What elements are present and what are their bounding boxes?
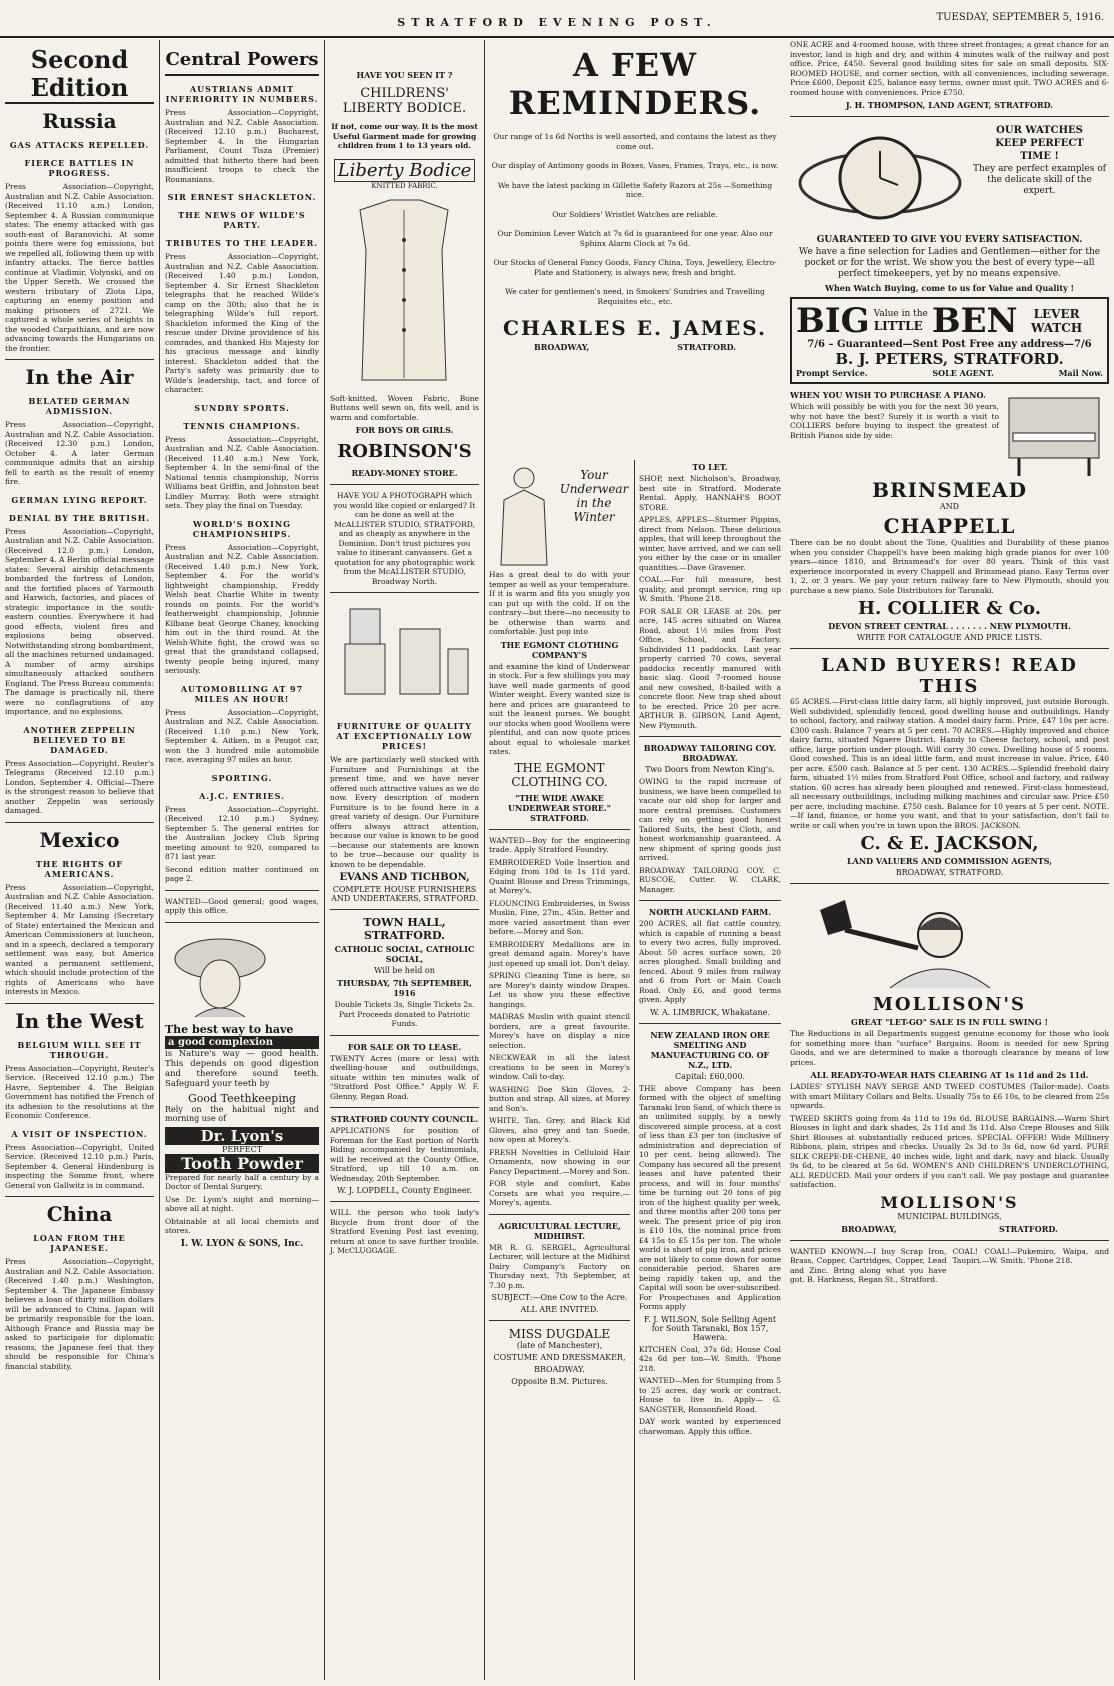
masthead-title: STRATFORD EVENING POST. (397, 16, 717, 29)
cj-stratford: STRATFORD. (677, 342, 737, 352)
headline: A VISIT OF INSPECTION. (11, 1128, 148, 1139)
divider (489, 829, 630, 830)
ad-body: Prepared for nearly half a century by a Doctor of Dental Surgery. (165, 1172, 319, 1191)
article-body: Press Association—Copyright, Australian and N.Z. Cable Association. (Received 1.10 p.m.) New York, September 4. Aitken, in a Peugot car, won the 3 hundred mile automobile race, averaging 97 miles an hour. (165, 707, 319, 764)
liberty-heading: CHILDRENS' LIBERTY BODICE. (342, 86, 467, 116)
masthead-date: TUESDAY, SEPTEMBER 5, 1916. (936, 12, 1104, 23)
cj-address (490, 342, 780, 352)
headline: ANOTHER ZEPPELIN BELIEVED TO BE DAMAGED. (23, 724, 136, 755)
wanted-ad: WANTED—Good general; good wages, apply this office. (165, 896, 319, 915)
headline: GERMAN LYING REPORT. (11, 494, 148, 505)
tailoring-sig: BROADWAY TAILORING COY. C. RUSCOE, Cutter. W. CLARK, Manager. (639, 865, 781, 894)
chappell: CHAPPELL (883, 514, 1016, 538)
watch-h1: OUR WATCHES (996, 125, 1083, 136)
studio-ad: HAVE YOU A PHOTOGRAPH which you would like copied or enlarged? It can be done as well at the McALLISTER STUDIO, STRATFORD, and as cheaply as anywhere in the Dominion. Don't trust pictures you value to itinerant canvassers. Get a quotation for any photographic work from the McALLISTER STUDIO, Broadway North. (333, 491, 476, 586)
divider (5, 822, 154, 823)
reminder-item: Our Stocks of General Fancy Goods, Fancy China, Toys, Jewellery, Electro-Plate and Stationery, is always new, fresh and bright. (493, 258, 777, 277)
catholic-social: CATHOLIC SOCIAL, CATHOLIC SOCIAL, (334, 944, 475, 964)
liberty-desc: Soft-knitted, Woven Fabric, Bone Buttons well sewn on, fits well, and is warm and comfortable. (330, 393, 479, 422)
column-ads-2 (485, 40, 785, 1680)
divider (489, 1214, 630, 1215)
headline: LOAN FROM THE JAPANESE. (33, 1233, 126, 1253)
furniture-illustration (330, 599, 478, 709)
egmont-shop: THE EGMONT CLOTHING COMPANY'S (500, 639, 619, 660)
bottom-ads (790, 1247, 1109, 1288)
piano-ad (790, 388, 1109, 478)
land-buyers-body: 65 ACRES.—First-class little dairy farm, all highly improved, just outside Borough. Well subdivided, splendidly fenced, good dwelling house and outbuildings. Handy to school, factory, and railway station. A model dairy farm. Price, £47 10s per acre. £300 cash. Balance 7 years at 5 per cent. 70 ACRES.—Highly improved and choice dairy farm, situated Ngaere District. Handy to Cheese factory, school, and post office, large portion under plough. Will carry 30 cows. Dwelling house of 5 rooms. Good cowshed. This is an ideal little farm, and must increase in value. Price, £40 per acre. £500 cash. Balance at 5 per cent. 130 ACRES.—Splendid freehold dairy farm, situated 1½ miles from Stratford Post Office, school and factory, and railway station. 60 acres has already been ploughed and renewed. First-class homestead, all necessary outbuildings, including milking machines and circular saw. Price £50 per acre, including machine. £750 cash. Balance for 10 years at 5 per cent. NOTE.—If land, finance, or home you want, and that to your satisfaction, don't fail to write or call when you're in town upon the BROS. JACKSON. (790, 697, 1109, 830)
piano-body: Which will possibly be with you for the next 30 years, why not have the best? Surely it is worth a visit to COLLIERS before buying to inspect the greatest of British Pianos side by side: (790, 402, 999, 440)
section-mexico: Mexico (39, 827, 120, 852)
sale-body: TWENTY Acres (more or less) with dwelling-house and outbuildings, situate within ten minutes walk of "Stratford Post Office." Apply W. F. Glenny, Regan Road. (330, 1053, 479, 1101)
watch-h3: TIME ! (1020, 151, 1059, 162)
article-body: Press Association—Copyright, Australian and N.Z. Cable Association. (Received 11.40 a.m.) New York, September 4. In the semi-final of the National tennis championship, Norris Williams beat Griffin, and Johnston beat Lindley Murray. Both were straight sets. They play the final on Tuesday. (165, 434, 319, 510)
column-central-powers (160, 40, 325, 1680)
reminders-title: A FEW REMINDERS. (508, 46, 762, 122)
collier-write: WRITE FOR CATALOGUE AND PRICE LISTS. (856, 633, 1043, 642)
headline: TENNIS CHAMPIONS. (183, 420, 301, 431)
iron-sig: F. J. WILSON, Sole Selling Agent for South Taranaki, Box 157, Hawera. (643, 1314, 777, 1342)
ad-body: is Nature's way — good health. This depends on good digestion and therefore sound teeth. Safeguard your teeth by (165, 1048, 319, 1089)
robinsons-title: ROBINSON'S (337, 441, 472, 462)
scrap-wanted: WANTED KNOWN.—I buy Scrap Iron, Brass, Copper, Cartridges, Copper, Lead and Zinc. Bring along what you have got. B. Harkness, Regan St., Stratford. (790, 1246, 947, 1284)
held-on: Will be held on (374, 966, 435, 975)
farm-body: 200 ACRES, all flat cattle country, which is capable of running a beast to every two acres, fully improved. About 50 acres surface sown, 20 acres ploughed. Small building and fenced. About 9 miles from railway and 6 from Port or Main Coach Road. Only £6, and good terms given. Apply (639, 919, 781, 1004)
bell-ringer-illustration (790, 890, 1100, 990)
divider (330, 1201, 479, 1202)
to-let-heading: TO LET. (692, 462, 728, 472)
tailoring-heading: BROADWAY TAILORING COY. BROADWAY. (643, 743, 777, 763)
sale-heading: FOR SALE OR TO LEASE. (347, 1041, 462, 1052)
ad-headline: a good complexion (165, 1036, 319, 1049)
sale-body: The Reductions in all Departments suggest genuine economy for those who look for something more than "surface" Bargains. Room is needed for new Spring Goods, and we are determined to make a thorough clearance by means of low prices. (790, 1029, 1109, 1067)
divider (5, 1003, 154, 1004)
farm-sig: W. A. LIMBRICK, Whakatane. (650, 1007, 770, 1017)
apples-ad: APPLES, APPLES—Sturmer Pippins, direct from Nelson. These delicious apples, that will keep throughout the winter, have arrived, and we can sell you either by the case or in smaller quantities.—Dave Gravener. (639, 515, 781, 572)
collier-address: DEVON STREET CENTRAL . . . . . . . NEW PLYMOUTH. (828, 621, 1071, 631)
headline: THE NEWS OF WILDE'S PARTY. (178, 210, 306, 230)
lecture-invite: ALL ARE INVITED. (520, 1305, 599, 1314)
reminder-item: We have the latest packing in Gillette Safety Razors at 25s —Something nice. (497, 180, 773, 199)
headline: A.J.C. ENTRIES. (199, 790, 285, 801)
article-body: Press Association—Copyright, Australian and N.Z. Cable Association. (Received 11.40 a.m.) New York, September 4. Mr Lansing (Secretary of State) entertained the Mexican and American Commissioners at luncheon, and in a speech, declared a temporary settlement was easy, but America wanted a permanent settlement, which should include protection of the rights of Americans who have interests in Mexico. (5, 882, 154, 996)
underwear-body: and examine the kind of Underwear in stock. For a few shillings you may have well made garments of good Winter weight. Every wanted size is here and prices are guaranteed to suit the leanest purses. We bought our stocks when good Woollens were plentiful, and can now quote prices about equal to wholesale market rates. (489, 661, 631, 756)
watch-guarantee: GUARANTEED TO GIVE YOU EVERY SATISFACTION. (816, 235, 1083, 245)
section-russia: Russia (42, 109, 117, 133)
social-date: THURSDAY, 7th SEPTEMBER, 1916 (337, 978, 472, 998)
divider (639, 736, 781, 737)
watch-body2: We have a fine selection for Ladies and Gentlemen—either for the pocket or for the wrist. We show you the best of every type—all perfect timekeepers, yet by no means expensive. (798, 247, 1101, 279)
underwear-body: Has a great deal to do with your temper as well as your temperature. If it is warm and fits you snugly you can put up with the cold. If on the contrary—but there—no necessity to be otherwise than warm and comfortable. Just pop into (489, 570, 630, 636)
furniture-body: We are particularly well stocked with Furniture and Furnishings at the present time, and we have never offered such attractive values as we do now. Every description of modern Furniture is to be found here in a great variety of design. Our Furniture offers always attract attention, because our value is known to be good—because our statements are known to be true—because our quality is known to be dependable. (330, 755, 479, 869)
watch-h2: KEEP PERFECT (995, 138, 1084, 149)
moll-stratford: STRATFORD. (998, 1223, 1058, 1234)
morey-ad: EMBROIDERED Voile Insertion and Edging from 10d to 1s 11d yard. Quaint Blouse and Dress Trimmings, at Morey's. (489, 857, 630, 895)
section-west: In the West (15, 1008, 144, 1033)
piano-icon (999, 388, 1109, 478)
reminder-item: We cater for gentlemen's need, in Smokers' Sundries and Travelling Requisites etc., etc. (505, 287, 765, 306)
divider (330, 484, 479, 485)
headline: SUNDRY SPORTS. (194, 402, 290, 413)
headline: DENIAL BY THE BRITISH. (8, 512, 151, 523)
column-4b (635, 460, 785, 1680)
watch-ad (790, 123, 1109, 233)
brand-perfect: PERFECT (221, 1144, 263, 1154)
article-body: Press Association—Copyright, Australian and N.Z. Cable Association. (Received 11.10 a.m.) London, September 4. A Russian communique states: The enemy attacked with gas south-east of Baranovichi. At some points there were fog emissions, but we repelled all, following them up with infantry attacks. The fierce battles continue at Vladimir, Volynski, and on the Upper Sereth. We crossed the western tributary of Zlota Lipa, capturing an enemy position and making prisoners of 2721. We captured a whole series of heights in the wooded Carpathians, and are now advancing towards the Hungarians on the frontier. (5, 182, 154, 353)
section-china: China (46, 1202, 113, 1226)
article-body: Press Association—Copyright, Australian and N.Z. Cable Association. (Received 12.10 p.m.) Bucharest, September 4. In the Hungarian Parliament, Count Tisza (Premier) admitted that hitherto there had been insufficient troops to check the Roumanians. (165, 108, 319, 184)
dugdale-addr: BROADWAY. (534, 1365, 585, 1374)
morey-ad: FOR style and comfort, Kabo Corsets are what you require.—Morey's, agents. (489, 1179, 630, 1207)
collier-name: H. COLLIER & Co. (857, 598, 1042, 619)
man-illustration (489, 460, 559, 570)
morey-ad: FRESH Novelties in Celluloid Hair Ornaments, now showing in our Fancy Department.—Morey and Son. (489, 1147, 630, 1176)
coal-ad: COAL! COAL!—Pukemiro, Waipa, and Taupiri.—W. Smith. 'Phone 218. (952, 1246, 1109, 1265)
divider (790, 883, 1109, 884)
jackson-addr: BROADWAY, STRATFORD. (895, 868, 1004, 877)
divider (5, 359, 154, 360)
kitchen-coal: KITCHEN Coal, 37s 6d; House Coal 42s 6d per ton—W. Smith. 'Phone 218. (639, 1344, 781, 1373)
divider (639, 1023, 781, 1024)
lecture-heading: AGRICULTURAL LECTURE, MIDHIRST. (498, 1220, 621, 1241)
liberty-logo: Liberty Bodice (334, 159, 475, 182)
divider (165, 890, 319, 891)
divider (330, 1107, 479, 1108)
column-4a (485, 460, 635, 1680)
big-ben-ad (790, 297, 1109, 384)
column-ads-1 (325, 40, 485, 1680)
morey-ad: MADRAS Muslin with quaint stencil borders, are a great favourite. Morey's have on display a nice selection. (489, 1012, 630, 1050)
article-body: Press Association—Copyright, Australian and N.Z. Cable Association. (Received 1.40 p.m.) Washington, September 4. The Japanese Embassy believes a loan of thirty million dollars will be advanced to China. Japan will be primarily responsible for the loan. Although France and Russia may be asked to participate for diplomatic reasons, the Japanese feel that they should be responsible for China's financial stability. (5, 1257, 154, 1371)
dugdale-title: MISS DUGDALE (508, 1327, 611, 1341)
jackson-name: C. & E. JACKSON, (860, 833, 1039, 854)
liberty-for: FOR BOYS OR GIRLS. (355, 425, 454, 435)
watch-body: They are perfect examples of the delicate skill of the expert. (973, 164, 1106, 196)
big-ben-row (796, 303, 1103, 339)
headline: WORLD'S BOXING CHAMPIONSHIPS. (192, 518, 292, 539)
little-word: LITTLE (873, 319, 923, 333)
mollisons-title: MOLLISON'S (873, 994, 1026, 1015)
council-heading: STRATFORD COUNTY COUNCIL. (330, 1114, 479, 1124)
egmont-sub: "THE WIDE AWAKE UNDERWEAR STORE." STRATFORD. (508, 792, 611, 823)
edition-heading: Second Edition (5, 46, 154, 104)
morey-ad: FLOUNCING Embroideries, in Swiss Muslin, Fine, 27in., 45in. Better and more varied assortment than ever before.—Morey and Son. (489, 898, 630, 936)
morey-ad: WASHING Doe Skin Gloves, 2-button and strap. All sizes, at Morey and Son's. (489, 1084, 630, 1113)
ad-tagline: The best way to have (165, 1022, 294, 1036)
watch-icon (790, 123, 970, 233)
morey-ad: WHITE, Tan, Grey, and Black Kid Gloves, also grey and tan Suede, now open at Morey's. (489, 1116, 630, 1144)
big-ben-price: 7/6 – Guaranteed—Sent Post Free any address—7/6 (807, 339, 1092, 350)
and-word: AND (939, 502, 960, 511)
little-block (874, 309, 928, 333)
headline: TRIBUTES TO THE LEADER. (165, 238, 319, 248)
column-war-news (0, 40, 160, 1680)
headline: SPORTING. (211, 772, 273, 783)
article-body: Press Association—Copyright. Reuter's Telegrams (Received 12.10 p.m.) London, September 4. Official—There is the strongest reason to believe that another Zeppelin was seriously damaged. (5, 758, 154, 815)
land-buyers: LAND BUYERS! READ THIS (821, 655, 1078, 697)
headline: THE RIGHTS OF AMERICANS. (35, 858, 124, 879)
article-body: Press Association—Copyright, Australian and N.Z. Cable Association. (Received 12.0 p.m.) London, September 4. A Berlin official message states: Several airship detachments bombarded the fortress of London, and the fortified places of Yarmouth and Harwich, factories, and places of strategic importance in the south-eastern counties. Everywhere it had good effects, violent fires and explosions being observed. Notwithstanding strong bombardment, all the machines returned undamaged. A number of army airships simultaneously attacked southern England. The Press Bureau comments: The damage is practically nil, there were no conflagrations of any importance, and no explosions. (5, 526, 154, 716)
egmont-title: THE EGMONT CLOTHING CO. (511, 760, 608, 789)
divider (330, 592, 479, 593)
reminder-item: Our display of Antimony goods in Boxes, Vases, Frames, Trays, etc., is now. (491, 161, 779, 170)
lecture-subject: SUBJECT:—One Cow to the Acre. (491, 1293, 628, 1302)
peters-name: B. J. PETERS, STRATFORD. (835, 350, 1064, 368)
land-listings: ONE ACRE and 4-roomed house, with three street frontages; a great chance for an investor, land is high and dry, and within 4 minutes walk of the railway and post office. Price, £450. Several good building sites for sale on small deposits. SIX-ROOMED HOUSE, and corner section, with all conveniences, including sewerage. Price £600, Deposit £25, balance easy terms, owner must quit. TWO ACRES and 6-roomed house with conveniences. Price £750. (790, 40, 1109, 97)
divider (165, 922, 319, 923)
divider (5, 1196, 154, 1197)
underwear-title: Your Underwear in the Winter (559, 468, 629, 524)
iron-capital: Capital: £60,000. (675, 1071, 745, 1081)
ad-body: Rely on the habitual night and morning use of (165, 1104, 319, 1123)
tweed-skirts: TWEED SKIRTS going from 4s 11d to 19s 6d. BLOUSE BARGAINS.—Warm Shirt Blouses in light and dark shades, 2s 11d and 3s 11d. Also Crepe Blouses and Silk Shirt Blouses at substantially reduced prices. SPECIAL OFFER! Wide Millinery Ribbons, plain, stripes and checks. Usually 2s 3d to 3s 6d, now 6d yard. PURE SILK CREPE-DE-CHENE, 40 inches wide, light and dark, navy and black. Usually 9s 6d, to be cleared at 5s 6d. WOMEN'S AND CHILDREN'S UNDERCLOTHING, ALL REDUCED. Mail your orders if you can't call. We pay postage and guarantee satisfaction. (790, 1113, 1109, 1189)
social-tickets: Double Tickets 3s, Single Tickets 2s. Part Proceeds donated to Patriotic Funds. (334, 1000, 475, 1028)
headline: FIERCE BATTLES IN PROGRESS. (24, 158, 135, 178)
continued-note: Second edition matter continued on page 2. (165, 864, 319, 883)
stumping-wanted: WANTED—Men for Stumping from 5 to 25 acres, day work or contract. House to live in. Apply— G. SANGSTER, Ronsonfield Road. (639, 1376, 781, 1414)
dugdale-sub: (late of Manchester), (516, 1341, 603, 1350)
lever-watch: LEVER WATCH (1031, 307, 1083, 335)
mollisons-sale: GREAT "LET-GO" SALE IS IN FULL SWING ! (851, 1017, 1048, 1027)
furniture-heading: FURNITURE OF QUALITY AT EXCEPTIONALLY LOW PRICES! (336, 721, 473, 751)
piano-body2: There can be no doubt about the Tone, Qualities and Durability of these pianos when you consider Chappell's have been making high grade pianos for over 100 years—since 1810, and Brinsmead's for over 80 years. Think of this vast experience incorporated in every Chappell and Brinsmead piano. Easy Terms over 1, 2, or 3 years. We pay your return railway fare to New Plymouth, should you purchase a new piano. Sole Distributors for Taranaki. (790, 538, 1109, 595)
liberty-logo-sub: KNITTED FABRIC. (371, 181, 438, 190)
morey-ad: SPRING Cleaning Time is here, so are Morey's dainty window Drapes. Let us show you these effective hangings. (489, 971, 630, 1009)
robinsons-sub: READY-MONEY STORE. (351, 468, 458, 478)
mollisons-footer: MOLLISON'S (880, 1192, 1019, 1212)
reminder-item: Our Dominion Lever Watch at 7s 6d is guaranteed for one year. Also our Sphinx Alarm Clock at 7s 6d. (497, 229, 773, 248)
coal-ad: COAL.—For full measure, best quality, and prompt service, ring up W. Smith. 'Phone 218. (639, 575, 781, 603)
peters-mail: Mail Now. (1058, 368, 1103, 378)
mollisons-buildings: MUNICIPAL BUILDINGS, (897, 1211, 1002, 1221)
dugdale-trade: COSTUME AND DRESSMAKER, (493, 1353, 626, 1362)
maker-name: I. W. LYON & SONS, Inc. (180, 1238, 304, 1249)
council-body: APPLICATIONS for position of Foreman for the East portion of North Riding accompanied by testimonials, will be received at the County Office, Stratford, up till 10 a.m. on Wednesday, 20th September. (330, 1126, 479, 1183)
section-central-powers: Central Powers (165, 46, 319, 76)
ad-body: Use Dr. Lyon's night and morning—above all at night. (165, 1194, 319, 1213)
headline: AUSTRIANS ADMIT INFERIORITY IN NUMBERS. (165, 84, 319, 104)
brand-name: Dr. Lyon's (165, 1127, 319, 1145)
article-body: Press Association—Copyright, Australian and N.Z. Cable Association. (Received 1.40 p.m.) New York, September 4. For the world's lightweight championship, Freddy Welsh beat Charlie White in twenty rounds on points. For the world's featherweight championship, Johnnie Kilbane beat George Chaney, knocking him out in the third round. At the Welsh-White fight, the crowd was so great that the grandstand collapsed, twenty people being injured, many seriously. (165, 542, 319, 675)
morey-ad: NECKWEAR in all the latest creations to be seen in Morey's window. Call to-day. (489, 1053, 630, 1081)
watch-text (970, 123, 1109, 233)
piano-heading: WHEN YOU WISH TO PURCHASE A PIANO. (790, 390, 986, 400)
brinsmead: BRINSMEAD (872, 478, 1027, 502)
headline: GAS ATTACKS REPELLED. (9, 140, 150, 150)
headline: BELATED GERMAN ADMISSION. (28, 396, 131, 416)
farm-heading: NORTH AUCKLAND FARM. (648, 907, 772, 917)
cj-broadway: BROADWAY, (533, 342, 590, 352)
section-air: In the Air (25, 365, 134, 389)
divider (790, 1240, 1109, 1241)
headline: AUTOMOBILING AT 97 MILES AN HOUR! (180, 683, 304, 704)
dugdale-opp: Opposite B.M. Pictures. (511, 1377, 608, 1386)
tailoring-sub: Two Doors from Newton King's. (645, 765, 775, 774)
jackson-sub: LAND VALUERS AND COMMISSION AGENTS, (846, 856, 1053, 866)
divider (330, 909, 479, 910)
divider (639, 900, 781, 901)
value-in-the: Value in the (873, 309, 928, 319)
hats-clearing: ALL READY-TO-WEAR HATS CLEARING AT 1s 11d and 2s 11d. (810, 1070, 1089, 1080)
lease-ad: FOR SALE OR LEASE at 20s. per acre, 145 acres situated on Warea Road, about 1½ miles from Post Office, School, and Factory. Subdivided 11 paddocks. Last year property carried 70 cows, several paddocks recently manured with basic slag. Good 7-roomed house and new cowshed, 8-bailed with a concrete floor. New trap shed about to be erected. Price 20 per acre. ARTHUR B. GIBSON, Land Agent, New Plymouth. (639, 606, 781, 730)
woman-portrait-illustration (165, 929, 315, 1019)
peters-agent: SOLE AGENT. (932, 368, 994, 378)
liberty-question: HAVE YOU SEEN IT ? (356, 70, 453, 80)
council-engineer: W. J. LOPDELL, County Engineer. (336, 1186, 473, 1195)
product-name: Tooth Powder (165, 1154, 319, 1173)
ladies-costumes: LADIES' STYLISH NAVY SERGE AND TWEED COSTUMES (Tailor-made). Coats with smart Military Collars and Belts. Usually 75s to £6 10s, to be cleared from 25s upwards. (790, 1082, 1109, 1110)
ad-slogan: Good Teethkeeping (188, 1091, 296, 1105)
day-work: DAY work wanted by experienced charwoman. Apply this office. (639, 1417, 781, 1436)
town-hall: TOWN HALL, STRATFORD. (363, 916, 446, 942)
evans-tichbon-sub: COMPLETE HOUSE FURNISHERS AND UNDERTAKERS, STRATFORD. (331, 885, 478, 903)
reminder-item: Our Soldiers' Wristlet Watches are reliable. (552, 209, 718, 219)
underwear-ad (489, 460, 630, 570)
article-body: Press Association—Copyright, Australian and N.Z. Cable Association. (Received 1.40 p.m.) London, September 4. Sir Ernest Shackleton telegraphs that he reached Wilde's camp on the 30th; also that he is telegraphing Wilde's full report. Shackleton informed the King of the rescue under Divine providence of his comrades, and thanked His Majesty for his gracious message and kindly interest. Shackleton added that the Party's safety was primarily due to Wilde's leadership, tact, and force of character. (165, 252, 319, 394)
bicycle-notice: WILL the person who took lady's Bicycle from front door of the Stratford Evening Post last evening, return at once to save further trouble. J. McCLUGGAGE. (330, 1208, 479, 1255)
tailoring-body: OWING to the rapid increase of business, we have been compelled to vacate our old shop for larger and more central premises. Customers can rely on getting good honest Tailored Suits, the best Cloth, and honest workmanship guaranteed. A new shipment of spring goods just arrived. (639, 777, 781, 862)
peters-footer (796, 368, 1103, 378)
column-ads-3 (785, 40, 1114, 1680)
article-body: Press Association—Copyright. (Received 12.10 p.m.) Sydney, September 5. The general entries for the Australian Jockey Club Spring meeting amount to 920, compared to 871 last year. (165, 804, 319, 861)
article-body: Press Association—Copyright, Reuter's Service. (Received 12.10 p.m.) The Havre, September 4. The Belgian Government has notified the French of its adhesion to the resolutions at the Economic Conference. (5, 1063, 154, 1120)
evans-tichbon: EVANS AND TICHBON, (339, 872, 470, 883)
divider (790, 648, 1109, 649)
moll-broadway: BROADWAY, (841, 1223, 897, 1234)
to-let-body: SHOP, next Nicholson's, Broadway, best site in Stratford. Moderate Rental. Apply, HANNAH'S BOOT STORE. (639, 474, 781, 512)
piano-text (790, 388, 999, 478)
divider (489, 1320, 630, 1321)
article-body: Press Association—Copyright, Australian and N.Z. Cable Association. (Received 12.30 p.m.) London, October 4. A later German communique admits that an airship fell to earth as the result of enemy fire. (5, 420, 154, 486)
iron-heading: NEW ZEALAND IRON ORE SMELTING AND MANUFACTURING CO. OF N.Z., LTD. (650, 1029, 770, 1070)
big-word: BIG (796, 301, 870, 341)
watch-buying: When Watch Buying, come to us for Value and Quality ! (824, 283, 1075, 293)
thompson-sig: J. H. THOMPSON, LAND AGENT, STRATFORD. (845, 100, 1054, 110)
liberty-body: If not, come our way. It is the most Useful Garment made for growing children from 1 to 13 years old. (331, 122, 478, 150)
reminder-item: Our range of 1s 6d Norths is well assorted, and contains the latest as they come out. (493, 132, 777, 151)
charles-james: CHARLES E. JAMES. (503, 316, 767, 340)
headline: BELGIUM WILL SEE IT THROUGH. (17, 1039, 142, 1060)
divider (330, 1035, 479, 1036)
bodice-illustration (330, 190, 478, 390)
headline: SIR ERNEST SHACKLETON. (167, 192, 317, 202)
divider (790, 116, 1109, 117)
ben-word: BEN (931, 301, 1018, 341)
iron-body: THE above Company has been formed with the object of smelting Taranaki Iron Sand, of which there is an unlimited supply, by a newly discovered simple process, at a cost of less than £3 per ton (inclusive of administration and depreciation of 10 per cent. being allowed). The Company has secured all the present leases and have patented their process, and will in four months' time be turning out 20 tons of pig iron of the highest quality per week, and three months after 200 tons per week. The present price of pig iron is £10 10s, the nominal price from £4 15s to £5 15s per ton. The whole world is short of pig iron, and prices are not likely to come down for some considerable period. Shares are being rapidly taken up, and the Capital will soon be over-subscribed. For Prospectuses and Application Forms apply (639, 1083, 781, 1311)
lecture-body: MR R. G. SERGEL, Agricultural Lecturer, will lecture at the Midhirst Dairy Company's Factory on Thursday next, 7th September, at 7.30 p.m. (489, 1242, 630, 1290)
ad-body: Obtainable at all local chemists and stores. (165, 1216, 319, 1235)
morey-ad: EMBROIDERY Medallions are in great demand again. Morey's have just opened up small lot. Don't delay. (489, 939, 630, 968)
tooth-powder-ad (165, 929, 319, 1249)
foundry-wanted: WANTED—Boy for the engineering trade. Apply Stratford Foundry. (489, 835, 630, 854)
peters-prompt: Prompt Service. (796, 368, 868, 378)
masthead (0, 0, 1114, 38)
mollisons-address (790, 1224, 1109, 1234)
article-body: Press Association—Copyright, United Service. (Received 12.10 p.m.) Paris, September 4. General Hindenburg is inspecting the Somme front, where General von Gallwitz is in command. (5, 1142, 154, 1190)
